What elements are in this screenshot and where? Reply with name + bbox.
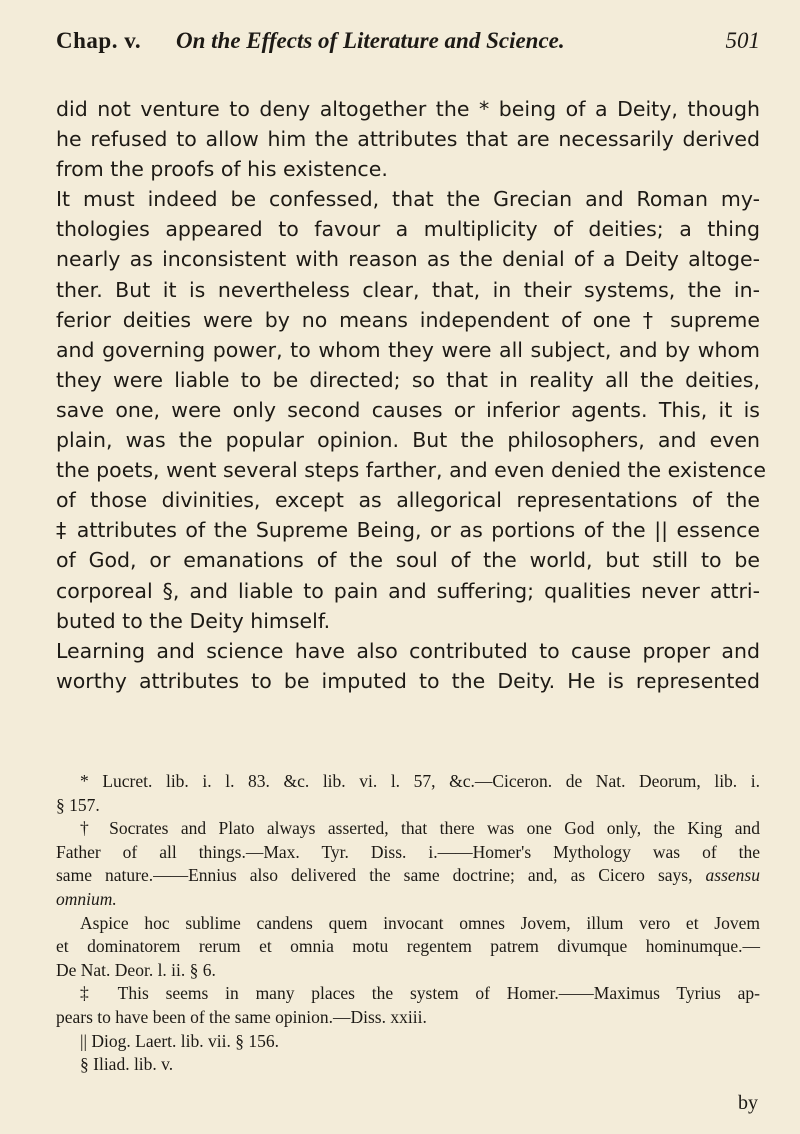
- text-line: the poets, went several steps farther, and even denied the existence: [56, 458, 766, 483]
- footnote-line: § 157.: [56, 794, 100, 815]
- footnote-line: || Diog. Laert. lib. vii. § 156.: [80, 1030, 279, 1051]
- text-line: plain, was the popular opinion. But the philosophers, and even: [56, 428, 760, 453]
- text-line: they were liable to be directed; so that in reality all the deities,: [56, 367, 760, 392]
- text-line: of God, or emanations of the soul of the world, but still to be: [56, 548, 760, 573]
- chapter-label: Chap. v.: [56, 28, 142, 53]
- footnote-text: same nature.——Ennius also delivered the same doctrine; and, as Cicero says,: [56, 865, 693, 886]
- footnote-line: omnium.: [56, 888, 117, 909]
- page-number: 501: [725, 28, 760, 53]
- footnotes: [56, 770, 760, 1077]
- running-header: [56, 28, 760, 68]
- footnote-line: † Socrates and Plato always asserted, that there was one God only, the King and: [80, 818, 760, 839]
- text-line: Learning and science have also contributed to cause proper and: [56, 638, 760, 663]
- text-line: buted to the Deity himself.: [56, 608, 331, 633]
- catchword: by: [738, 1092, 758, 1114]
- footnote-line: * Lucret. lib. i. l. 83. &c. lib. vi. l. 57, &c.—Ciceron. de Nat. Deorum, lib. i.: [80, 771, 760, 791]
- footnote-line: et dominatorem rerum et omnia motu regentem patrem divumque hominumque.—: [56, 936, 760, 957]
- footnote-line: Father of all things.—Max. Tyr. Diss. i.——Homer's Mythology was of the: [56, 841, 760, 862]
- text-line: ‡ attributes of the Supreme Being, or as portions of the || essence: [56, 518, 760, 543]
- footnote-line: pears to have been of the same opinion.—Diss. xxiii.: [56, 1006, 427, 1027]
- text-line: from the proofs of his existence.: [56, 157, 388, 182]
- main-text: [56, 94, 766, 696]
- text-line: thologies appeared to favour a multiplicity of deities; a thing: [56, 217, 760, 242]
- text-line: ther. But it is nevertheless clear, that, in their systems, the in-: [56, 277, 760, 302]
- text-line: save one, were only second causes or inferior agents. This, it is: [56, 397, 760, 422]
- text-line: ferior deities were by no means independent of one † supreme: [56, 307, 760, 332]
- footnote-line: [56, 864, 760, 888]
- running-title: On the Effects of Literature and Science.: [176, 28, 565, 53]
- text-line: did not venture to deny altogether the * being of a Deity, though: [56, 97, 760, 121]
- footnote-line: ‡ This seems in many places the system of Homer.——Maximus Tyrius ap-: [80, 983, 760, 1004]
- text-line: he refused to allow him the attributes that are necessarily derived: [56, 127, 760, 152]
- footnote-line: § Iliad. lib. v.: [80, 1054, 174, 1075]
- text-line: worthy attributes to be imputed to the Deity. He is represented: [56, 668, 760, 693]
- text-line: of those divinities, except as allegorical representations of the: [56, 488, 760, 513]
- text-line: nearly as inconsistent with reason as the denial of a Deity altoge-: [56, 247, 760, 272]
- footnote-italic-phrase: assensu: [705, 865, 760, 886]
- text-line: It must indeed be confessed, that the Grecian and Roman my-: [56, 187, 760, 212]
- footnote-line: De Nat. Deor. l. ii. § 6.: [56, 959, 216, 980]
- text-line: and governing power, to whom they were all subject, and by whom: [56, 337, 760, 362]
- footnote-line: Aspice hoc sublime candens quem invocant omnes Jovem, illum vero et Jovem: [80, 912, 760, 933]
- text-line: corporeal §, and liable to pain and suffering; qualities never attri-: [56, 578, 760, 603]
